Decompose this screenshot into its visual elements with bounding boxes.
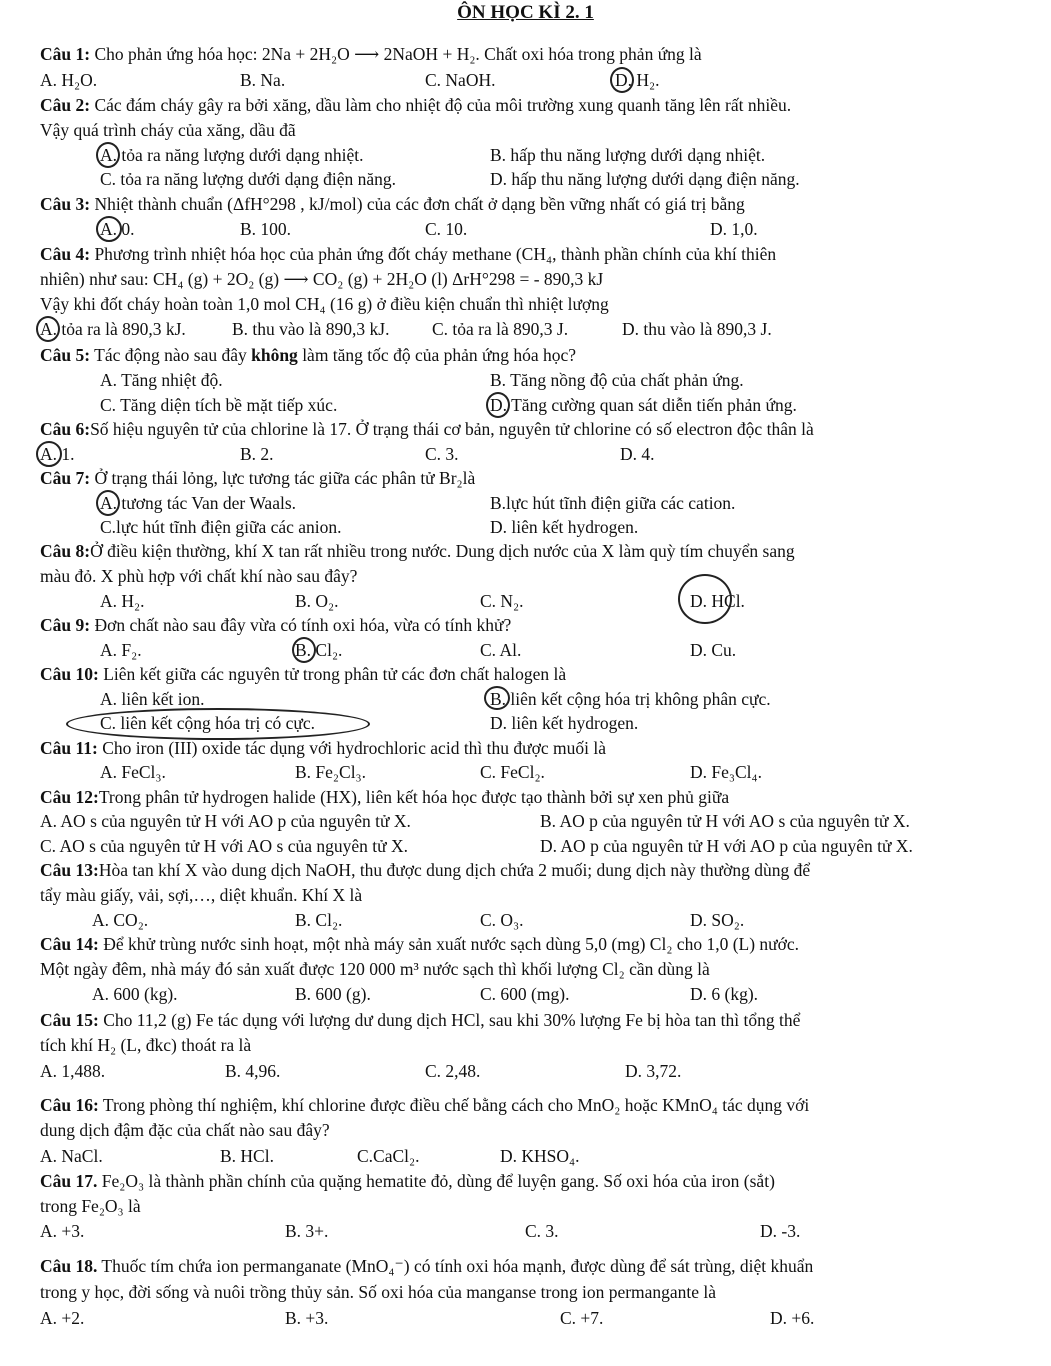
option-c: C. Tăng diện tích bề mặt tiếp xúc. [100, 395, 338, 415]
option-a: A. 1,488. [40, 1061, 106, 1081]
question-text: Fe₂O₃ là thành phần chính của quặng hematite đỏ, dùng để luyện gang. Số oxi hóa của iron (sắt) [97, 1171, 775, 1191]
option-c: C. tỏa ra năng lượng dưới dạng điện năng. [100, 169, 397, 189]
question-label: Câu 9: [40, 615, 91, 635]
question-label: Câu 16: [40, 1095, 99, 1115]
question-label: Câu 3: [40, 194, 91, 214]
question-emphasis: không [251, 345, 298, 365]
option-a: A. liên kết ion. [100, 689, 205, 709]
question-label: Câu 2: [40, 95, 91, 115]
option-d: D. 6 (kg). [690, 984, 759, 1004]
option-b: B. O₂. [295, 591, 339, 611]
question-9 [40, 614, 511, 636]
option-c: C. Al. [480, 640, 522, 660]
option-a: A. AO s của nguyên tử H với AO p của nguyên tử X. [40, 811, 411, 831]
option-d: D. H₂. [615, 70, 660, 90]
option-d: D. HCl. [690, 591, 745, 611]
option-c: C. AO s của nguyên tử H với AO s của nguyên tử X. [40, 836, 408, 856]
option-a: A. 1. [40, 444, 75, 464]
question-text-continued: Vậy quá trình cháy của xăng, dầu đã [40, 120, 296, 140]
question-10 [40, 663, 566, 685]
option-c: C. 600 (mg). [480, 984, 570, 1004]
option-a: A. H₂. [100, 591, 145, 611]
option-b: B. liên kết cộng hóa trị không phân cực. [490, 689, 771, 709]
option-d: D. SO₂. [690, 910, 745, 930]
option-b: B. Fe₂Cl₃. [295, 762, 367, 782]
question-label: Câu 7: [40, 468, 91, 488]
question-text: Nhiệt thành chuẩn (ΔfH°298 , kJ/mol) của các đơn chất ở dạng bền vững nhất có giá trị bằng [90, 194, 745, 214]
option-d: D. +6. [770, 1308, 815, 1328]
question-label: Câu 15: [40, 1010, 99, 1030]
question-label: Câu 4: [40, 244, 91, 264]
option-c: C. O₃. [480, 910, 524, 930]
option-a: A. 0. [100, 219, 135, 239]
question-11 [40, 737, 606, 759]
option-c: C. FeCl₂. [480, 762, 545, 782]
question-17 [40, 1170, 775, 1192]
question-text: Ở trạng thái lỏng, lực tương tác giữa các phân tử Br₂là [90, 468, 476, 488]
option-b: B. Cl₂. [295, 910, 343, 930]
option-a: A. 600 (kg). [92, 984, 178, 1004]
question-13 [40, 859, 810, 881]
question-text: Tác động nào sau đây [90, 345, 252, 365]
option-c: C. liên kết cộng hóa trị có cực. [100, 713, 316, 733]
question-text-continued: trong Fe₂O₃ là [40, 1196, 141, 1216]
option-d: D. liên kết hydrogen. [490, 713, 639, 733]
question-text-after: làm tăng tốc độ của phản ứng hóa học? [297, 345, 577, 365]
option-c: C.lực hút tĩnh điện giữa các anion. [100, 517, 342, 537]
question-4 [40, 243, 776, 265]
option-b: B. Na. [240, 70, 286, 90]
option-b: B. thu vào là 890,3 kJ. [232, 319, 390, 339]
question-12 [40, 786, 729, 808]
question-text: Cho iron (III) oxide tác dụng với hydrochloric acid thì thu được muối là [97, 738, 607, 758]
option-d: D. 4. [620, 444, 655, 464]
option-b: B. AO p của nguyên tử H với AO s của nguyên tử X. [540, 811, 910, 831]
option-d: D. 3,72. [625, 1061, 682, 1081]
option-a: A. tỏa ra năng lượng dưới dạng nhiệt. [100, 145, 364, 165]
option-c: C. NaOH. [425, 70, 496, 90]
option-c: C. 2,48. [425, 1061, 481, 1081]
question-text: Liên kết giữa các nguyên tử trong phân tử các đơn chất halogen là [98, 664, 567, 684]
question-label: Câu 10: [40, 664, 99, 684]
question-text: Hòa tan khí X vào dung dịch NaOH, thu được dung dịch chứa 2 muối; dung dịch này thường dùng để [98, 860, 811, 880]
option-d: D. -3. [760, 1221, 801, 1241]
question-text: Các đám cháy gây ra bởi xăng, dầu làm cho nhiệt độ của môi trường xung quanh tăng lên rất nhiều. [90, 95, 792, 115]
option-b: B. hấp thu năng lượng dưới dạng nhiệt. [490, 145, 766, 165]
option-a: A. H₂O. [40, 70, 98, 90]
question-text: Cho 11,2 (g) Fe tác dụng với lượng dư dung dịch HCl, sau khi 30% lượng Fe bị hòa tan thì tổng thể [98, 1010, 801, 1030]
question-label: Câu 1: [40, 44, 91, 64]
question-text: Trong phòng thí nghiệm, khí chlorine được điều chế bằng cách cho MnO₂ hoặc KMnO₄ tác dụng với [98, 1095, 810, 1115]
option-c: C. N₂. [480, 591, 524, 611]
question-16 [40, 1094, 809, 1116]
option-c: C. 10. [425, 219, 468, 239]
option-a: A. FeCl₃. [100, 762, 166, 782]
question-text-continued-2: Vậy khi đốt cháy hoàn toàn 1,0 mol CH₄ (16 g) ở điều kiện chuẩn thì nhiệt lượng [40, 294, 609, 314]
question-14 [40, 933, 799, 955]
option-b: B. 3+. [285, 1221, 329, 1241]
question-text-continued: màu đỏ. X phù hợp với chất khí nào sau đây? [40, 566, 358, 586]
question-1 [40, 43, 702, 65]
option-b: B. Tăng nồng độ của chất phản ứng. [490, 370, 744, 390]
question-text-continued: Một ngày đêm, nhà máy đó sản xuất được 120 000 m³ nước sạch thì khối lượng Cl₂ cần dùng là [40, 959, 710, 979]
question-label: Câu 8: [40, 541, 91, 561]
option-a: A. Tăng nhiệt độ. [100, 370, 223, 390]
question-18 [40, 1255, 813, 1277]
question-label: Câu 17. [40, 1171, 98, 1191]
option-b: B. 2. [240, 444, 274, 464]
option-c: C. tỏa ra là 890,3 J. [432, 319, 569, 339]
question-label: Câu 11: [40, 738, 98, 758]
question-label: Câu 5: [40, 345, 91, 365]
question-6 [40, 418, 814, 440]
option-a: A. tương tác Van der Waals. [100, 493, 297, 513]
option-d: D. Cu. [690, 640, 737, 660]
question-text-continued: dung dịch đậm đặc của chất nào sau đây? [40, 1120, 330, 1140]
question-text: Cho phản ứng hóa học: 2Na + 2H₂O ⟶ 2NaOH + H₂. Chất oxi hóa trong phản ứng là [90, 44, 702, 64]
option-a: A. +3. [40, 1221, 85, 1241]
option-c: C. 3. [425, 444, 459, 464]
option-d: D. Fe₃Cl₄. [690, 762, 762, 782]
option-c: C.CaCl₂. [357, 1146, 420, 1166]
question-text: Ở điều kiện thường, khí X tan rất nhiều trong nước. Dung dịch nước của X làm quỳ tím chuyển sang [90, 541, 795, 561]
option-d: D. 1,0. [710, 219, 758, 239]
option-d: D. KHSO₄. [500, 1146, 580, 1166]
option-a: A. +2. [40, 1308, 85, 1328]
question-text: Đơn chất nào sau đây vừa có tính oxi hóa, vừa có tính khử? [90, 615, 512, 635]
question-label: Câu 12: [40, 787, 99, 807]
option-d: D. thu vào là 890,3 J. [622, 319, 772, 339]
option-a: A. F₂. [100, 640, 142, 660]
question-2 [40, 94, 791, 116]
option-b: B. +3. [285, 1308, 329, 1328]
question-text-continued: trong y học, đời sống và nuôi trồng thủy sản. Số oxi hóa của manganse trong ion permangante là [40, 1282, 717, 1302]
question-text-continued: tẩy màu giấy, vải, sợi,…, diệt khuẩn. Khí X là [40, 885, 363, 905]
option-a: A. NaCl. [40, 1146, 103, 1166]
question-label: Câu 6: [40, 419, 91, 439]
question-text-continued: tích khí H₂ (L, đkc) thoát ra là [40, 1035, 252, 1055]
question-text: Phương trình nhiệt hóa học của phản ứng đốt cháy methane (CH₄, thành phần chính của khí thiên [90, 244, 777, 264]
option-b: B. 600 (g). [295, 984, 371, 1004]
question-8 [40, 540, 795, 562]
option-c: C. +7. [560, 1308, 604, 1328]
option-b: B. 100. [240, 219, 292, 239]
option-b: B. Cl₂. [295, 640, 343, 660]
option-c: C. 3. [525, 1221, 559, 1241]
option-d: D. Tăng cường quan sát diễn tiến phản ứng. [490, 395, 797, 415]
question-label: Câu 18. [40, 1256, 98, 1276]
question-5 [40, 344, 576, 366]
option-d: D. AO p của nguyên tử H với AO p của nguyên tử X. [540, 836, 913, 856]
question-text-continued: nhiên) như sau: CH₄ (g) + 2O₂ (g) ⟶ CO₂ (g) + 2H₂O (l) ΔrH°298 = - 890,3 kJ [40, 269, 604, 289]
option-d: D. hấp thu năng lượng dưới dạng điện năng. [490, 169, 800, 189]
question-7 [40, 467, 475, 489]
question-text: Thuốc tím chứa ion permanganate (MnO₄⁻) có tính oxi hóa mạnh, được dùng để sát trùng, diệt khuẩn [97, 1256, 814, 1276]
question-3 [40, 193, 745, 215]
option-a: A. CO₂. [92, 910, 149, 930]
page-title: ÔN HỌC KÌ 2. 1 [457, 2, 594, 23]
option-b: B. 4,96. [225, 1061, 281, 1081]
question-text: Số hiệu nguyên tử của chlorine là 17. Ở trạng thái cơ bản, nguyên tử chlorine có số electron độc thân là [90, 419, 814, 439]
question-15 [40, 1009, 800, 1031]
question-text: Trong phân tử hydrogen halide (HX), liên kết hóa học được tạo thành bởi sự xen phủ giữa [98, 787, 730, 807]
option-b: B. HCl. [220, 1146, 274, 1166]
question-text: Để khử trùng nước sinh hoạt, một nhà máy sản xuất nước sạch dùng 5,0 (mg) Cl₂ cho 1,0 (L) nước. [98, 934, 800, 954]
option-b: B.lực hút tĩnh điện giữa các cation. [490, 493, 736, 513]
option-a: A. tỏa ra là 890,3 kJ. [40, 319, 186, 339]
question-label: Câu 13: [40, 860, 99, 880]
question-label: Câu 14: [40, 934, 99, 954]
option-d: D. liên kết hydrogen. [490, 517, 639, 537]
